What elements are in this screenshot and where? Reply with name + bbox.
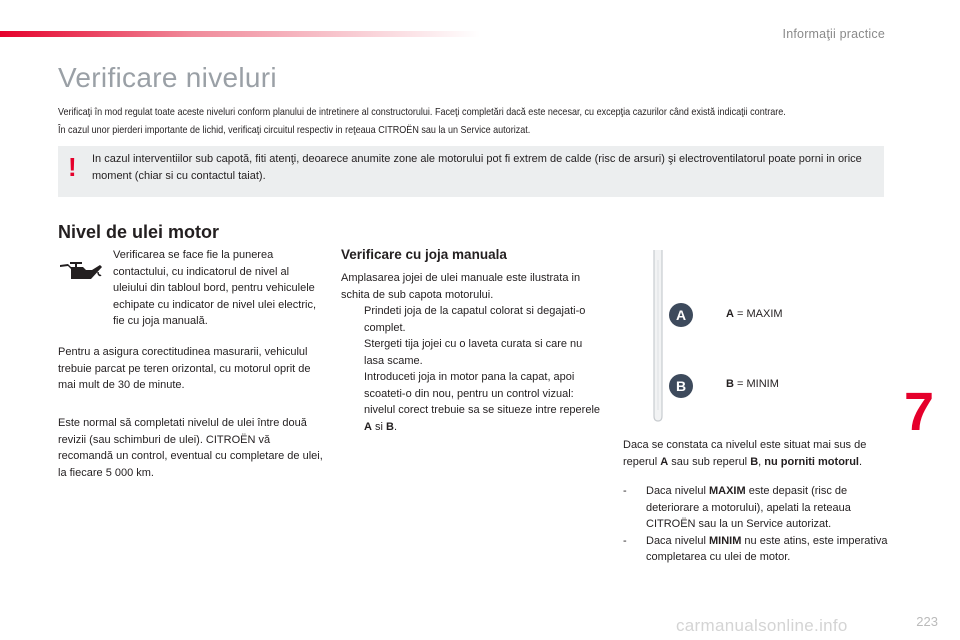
oil-conditions-text: Pentru a asigura corectitudinea masurarii, vehiculul trebuie parcat pe teren orizontal, cu motorul oprit de mai mult de 30 de minute. bbox=[58, 346, 311, 391]
chapter-number: 7 bbox=[904, 382, 935, 442]
section-header: Informaţii practice bbox=[782, 27, 885, 41]
manual-dipstick-title: Verificare cu joja manuala bbox=[341, 247, 507, 262]
marker-a-icon: A bbox=[669, 303, 693, 327]
min-label: B = MINIM bbox=[726, 378, 779, 390]
intro-text bbox=[58, 103, 892, 139]
max-label: A = MAXIM bbox=[726, 308, 783, 320]
level-actions-list bbox=[623, 483, 893, 566]
oil-section-title: Nivel de ulei motor bbox=[58, 222, 220, 242]
intro-line-1: Verificaţi în mod regulat toate aceste niveluri conform planului de intretinere al constructorului. Faceţi completări dacă este necesar, cu excepţia cazurilor când există indicaţii contrare. bbox=[58, 106, 786, 118]
watermark: carmanualsonline.info bbox=[676, 616, 848, 635]
oil-intro-text: Verificarea se face fie la punerea contactului, cu indicatorul de nivel al uleiului din tabloul bord, pentru vehiculele echipate cu indicator de nivel ulei electric, fie cu joja manuală. bbox=[113, 249, 317, 327]
marker-b-icon: B bbox=[669, 374, 693, 398]
warning-text: In cazul interventiilor sub capotă, fiti atenţi, deoarece anumite zone ale motorului pot fi extrem de calde (risc de arsuri) şi electroventilatorul poate porni in orice moment (chiar si cu contactul taiat). bbox=[92, 153, 862, 182]
list-item: Introduceti joja in motor pana la capat, apoi scoateti-o din nou, pentru un control vizual: nivelul corect trebuie sa se situeze intre reperele A si B. bbox=[364, 371, 601, 433]
list-item: - Daca nivelul MINIM nu este atins, este imperativa completarea cu ulei de motor. bbox=[623, 534, 888, 563]
level-result-text: Daca se constata ca nivelul este situat mai sus de reperul A sau sub reperul B, nu porniti motorul. bbox=[623, 439, 867, 468]
page-number: 223 bbox=[916, 614, 938, 629]
warning-icon: ! bbox=[68, 152, 77, 182]
list-item: Stergeti tija jojei cu o laveta curata si care nu lasa scame. bbox=[364, 338, 583, 367]
manual-steps-list bbox=[341, 303, 603, 435]
manual-intro-text: Amplasarea jojei de ulei manuale este ilustrata in schita de sub capota motorului. bbox=[341, 272, 581, 301]
page-title: Verificare niveluri bbox=[58, 62, 277, 93]
list-item: - Daca nivelul MAXIM este depasit (risc de deteriorare a motorului), apelati la reteaua CITROËN sau la un Service autorizat. bbox=[623, 485, 851, 530]
oil-interval-text: Este normal să completati nivelul de ulei între două revizii (sau schimburi de ulei). CITROËN vă recomandă un control, eventual cu completare de ulei, la fiecare 5 000 km. bbox=[58, 417, 323, 479]
header-accent-bar bbox=[0, 31, 480, 37]
list-item: Prindeti joja de la capatul colorat si degajati-o complet. bbox=[364, 305, 586, 334]
warning-box bbox=[58, 146, 884, 197]
intro-line-2: În cazul unor pierderi importante de lichid, verificaţi circuitul respectiv in reţeaua CITROËN sau la un Service autorizat. bbox=[58, 124, 531, 136]
dipstick-illustration bbox=[650, 250, 666, 422]
oil-can-icon bbox=[58, 258, 104, 282]
